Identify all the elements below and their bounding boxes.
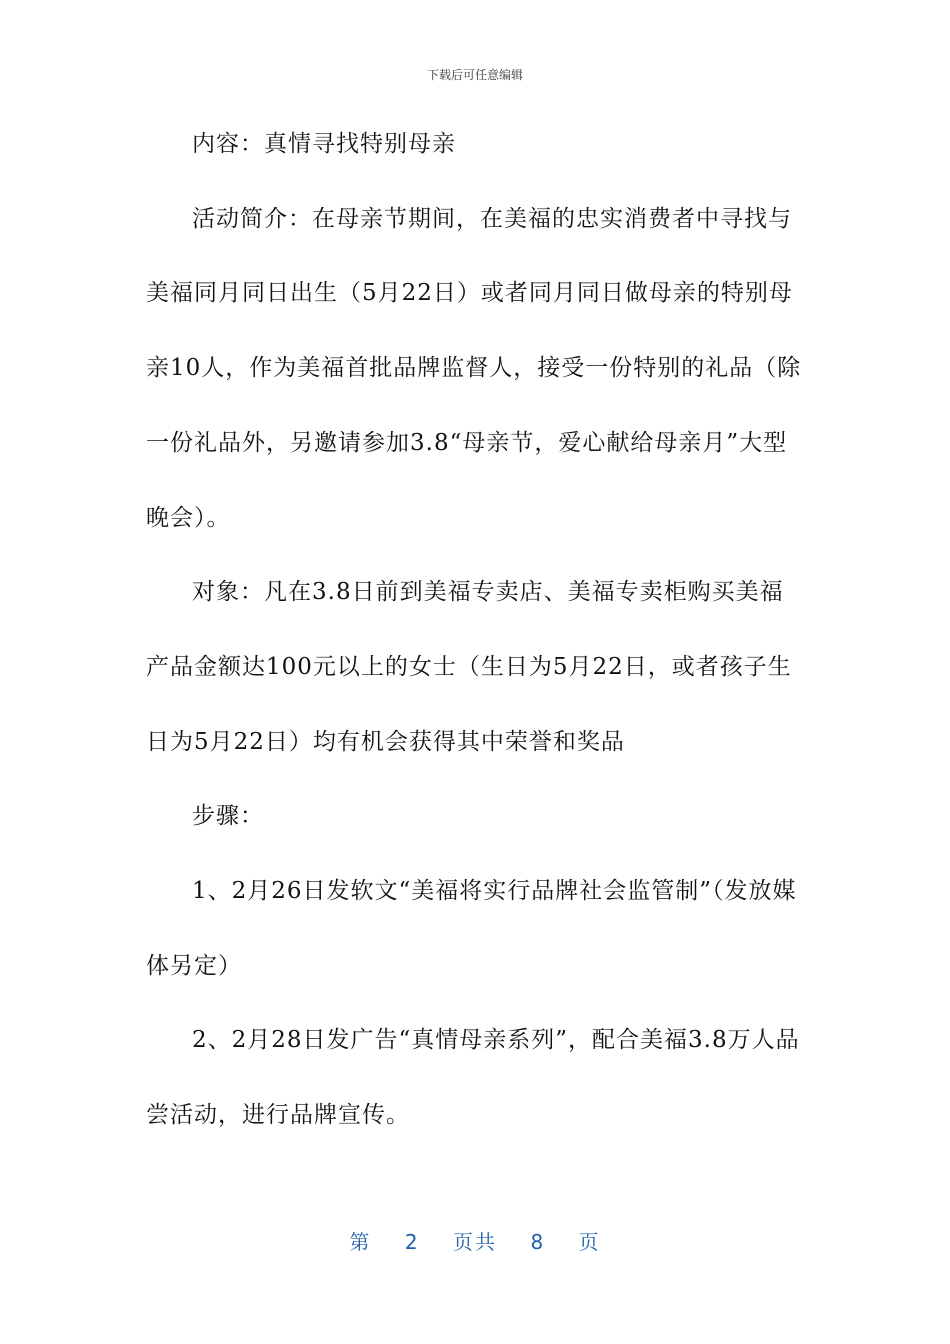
footer-suffix: 页 xyxy=(578,1230,601,1254)
footer-current-page: 2 xyxy=(404,1230,420,1254)
paragraph-content: 内容：真情寻找特别母亲 xyxy=(192,131,456,157)
footer-total-pages: 8 xyxy=(530,1230,546,1254)
document-body xyxy=(146,107,806,1153)
footer-middle: 页共 xyxy=(453,1230,497,1254)
paragraph-activity-intro: 活动简介：在母亲节期间，在美福的忠实消费者中寻找与美福同月同日出生（5月22日）或者同月同日做母亲的特别母亲10人，作为美福首批品牌监督人，接受一份特别的礼品（除一份礼品外，另邀请参加3.8“母亲节，爱心献给母亲月”大型晚会）。 xyxy=(146,205,802,531)
header-note: 下载后可任意编辑 xyxy=(426,68,523,82)
paragraph-target: 对象：凡在3.8日前到美福专卖店、美福专卖柜购买美福产品金额达100元以上的女士（生日为5月22日，或者孩子生日为5月22日）均有机会获得其中荣誉和奖品 xyxy=(146,579,792,755)
footer-prefix: 第 xyxy=(349,1230,372,1254)
paragraph-step-1: 1、2月26日发软文“美福将实行品牌社会监管制”（发放媒体另定） xyxy=(146,878,797,979)
page-footer xyxy=(0,1226,950,1255)
paragraph-steps-heading: 步骤： xyxy=(192,803,264,830)
paragraph-step-2: 2、2月28日发广告“真情母亲系列”，配合美福3.8万人品尝活动，进行品牌宣传。 xyxy=(146,1027,800,1129)
